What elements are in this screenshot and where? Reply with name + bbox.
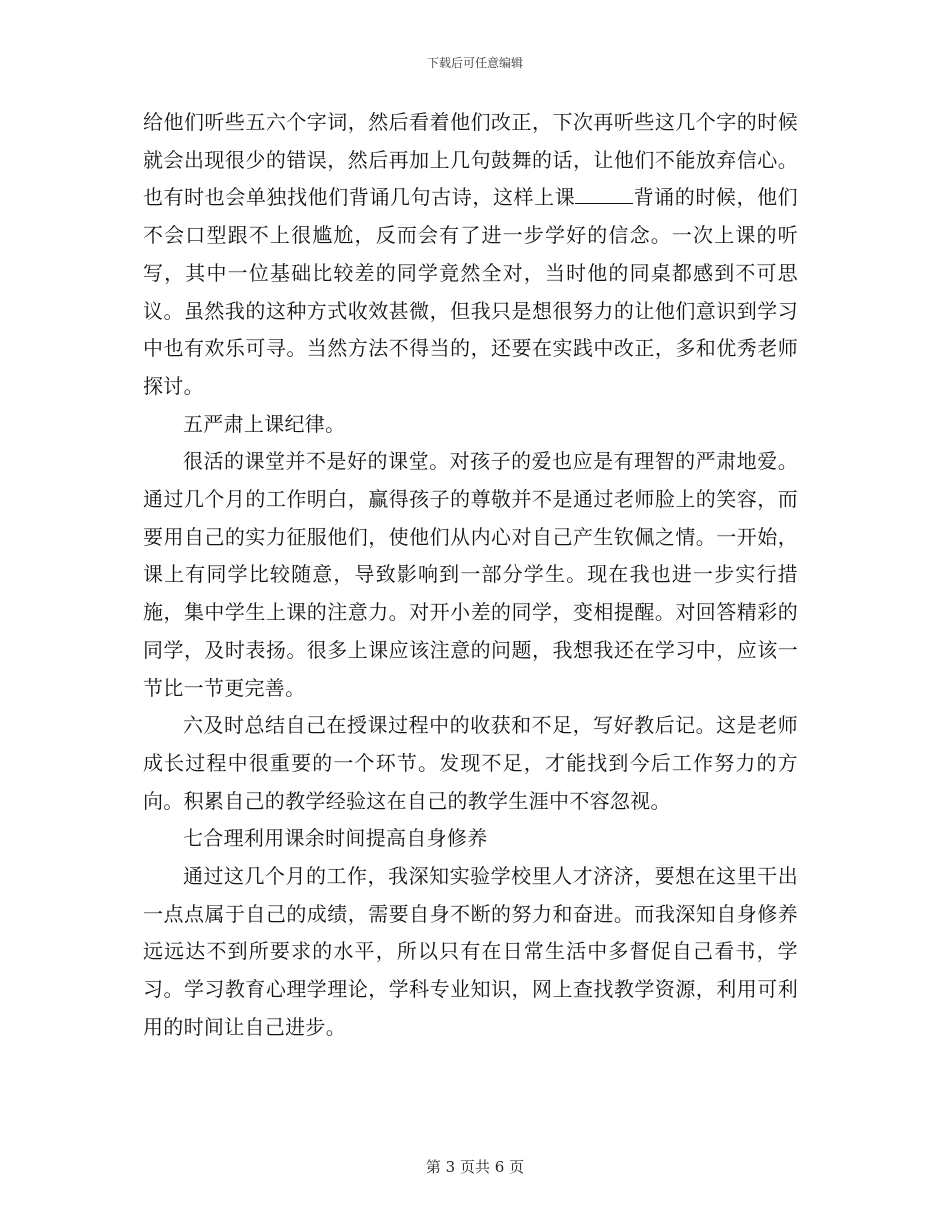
paragraph-self-improvement: 通过这几个月的工作，我深知实验学校里人才济济，要想在这里干出一点点属于自己的成绩，需要自身不断的努力和奋进。而我深知自身修养远远达不到所要求的水平，所以只有在日常生活中多督促自己看书，学习。学习教育心理学理论，学科专业知识，网上查找教学资源，利用可利用的时间让自己进步。 bbox=[143, 864, 798, 1039]
page-header: 下载后可任意编辑 bbox=[426, 56, 523, 70]
paragraph-continuation bbox=[143, 104, 798, 406]
paragraph-text-after-blank: 背诵的时候，他们不会口型跟不上很尴尬，反而会有了进一步学好的信念。一次上课的听写，其中一位基础比较差的同学竟然全对，当时他的同桌都感到不可思议。虽然我的这种方式收效甚微，但我只是想很努力的让他们意识到学习中也有欢乐可寻。当然方法不得当的，还要在实践中改正，多和优秀老师探讨。 bbox=[143, 185, 798, 398]
document-body bbox=[143, 104, 798, 1047]
section-heading-discipline: 五严肃上课纪律。 bbox=[183, 411, 346, 436]
paragraph-discipline: 很活的课堂并不是好的课堂。对孩子的爱也应是有理智的严肃地爱。通过几个月的工作明白，赢得孩子的尊敬并不是通过老师脸上的笑容，而要用自己的实力征服他们，使他们从内心对自己产生钦佩之情。一开始，课上有同学比较随意，导致影响到一部分学生。现在我也进一步实行措施，集中学生上课的注意力。对开小差的同学，变相提醒。对回答精彩的同学，及时表扬。很多上课应该注意的问题，我想我还在学习中，应该一节比一节更完善。 bbox=[143, 449, 798, 700]
paragraph-reflection: 六及时总结自己在授课过程中的收获和不足，写好教后记。这是老师成长过程中很重要的一个环节。发现不足，才能找到今后工作努力的方向。积累自己的教学经验这在自己的教学生涯中不容忽视。 bbox=[143, 713, 798, 813]
section-heading-self-improvement: 七合理利用课余时间提高自身修养 bbox=[183, 826, 488, 851]
fill-in-blank bbox=[575, 189, 633, 204]
paragraph-text-before-blank: 给他们听些五六个字词，然后看着他们改正，下次再听些这几个字的时候就会出现很少的错误，然后再加上几句鼓舞的话，让他们不能放弃信心。也有时也会单独找他们背诵几句古诗，这样上课 bbox=[143, 110, 798, 210]
page-footer: 第 3 页共 6 页 bbox=[425, 1158, 525, 1176]
